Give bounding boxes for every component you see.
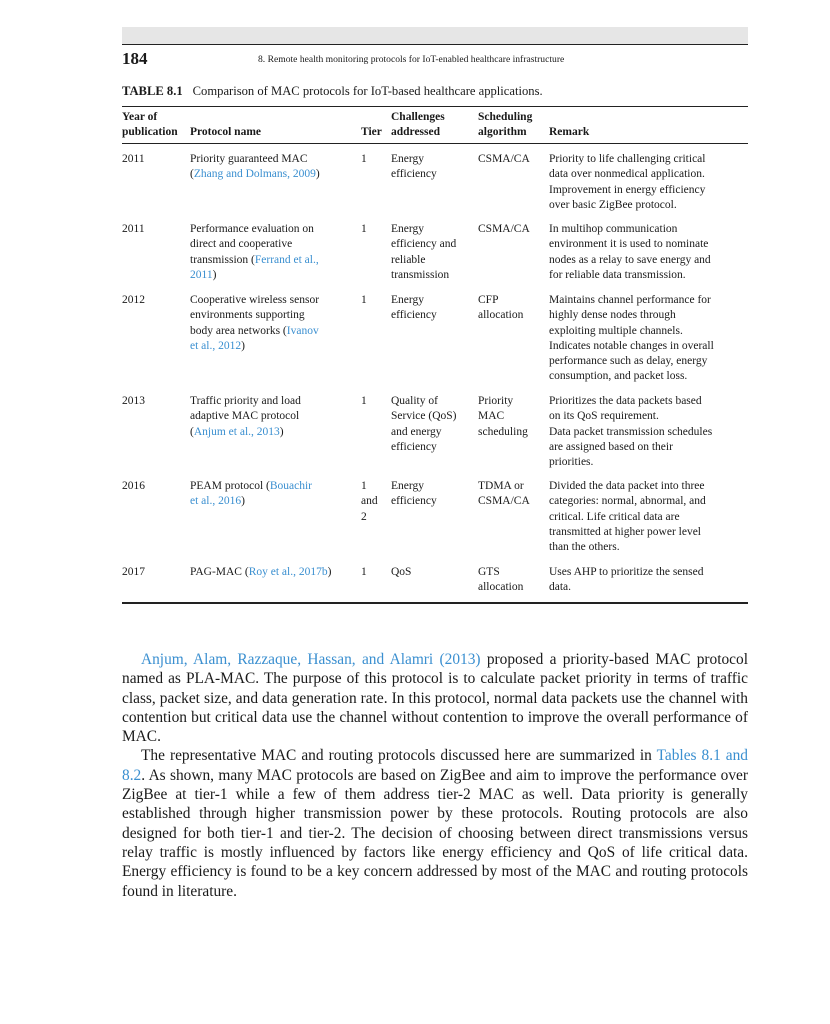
- cell-tier: 1 and 2: [361, 480, 378, 523]
- table-caption-text: Comparison of MAC protocols for IoT-based healthcare applications.: [192, 84, 543, 98]
- cell-challenges: QoS: [391, 566, 412, 578]
- cell-protocol: Performance evaluation on direct and cooperative transmission (Ferrand et al., 2011): [190, 223, 319, 281]
- citation-link[interactable]: Ivanov: [286, 324, 319, 337]
- cell-challenges: Quality of Service (QoS) and energy efficiency: [391, 395, 457, 453]
- col-header-protocol: Protocol name: [190, 126, 262, 138]
- cell-scheduling: TDMA or CSMA/CA: [478, 480, 530, 508]
- cell-challenges: Energy efficiency and reliable transmission: [391, 223, 457, 281]
- citation-link[interactable]: 2011: [190, 268, 213, 281]
- cell-protocol: PAG-MAC (Roy et al., 2017b): [190, 566, 332, 578]
- cell-tier: 1: [361, 566, 367, 578]
- cell-tier: 1: [361, 395, 367, 407]
- page-number: 184: [122, 49, 148, 68]
- citation-link[interactable]: et al., 2012: [190, 339, 242, 352]
- header-rule: [122, 44, 748, 45]
- cell-year: 2011: [122, 153, 145, 165]
- cell-challenges: Energy efficiency: [391, 294, 437, 322]
- table-label: TABLE 8.1: [122, 84, 183, 98]
- cell-remark: Priority to life challenging critical data over nonmedical application. Improvement in energy efficiency over basic ZigBee protocol.: [549, 153, 706, 211]
- citation-link[interactable]: Anjum, Alam, Razzaque, Hassan, and Alamri (2013): [141, 651, 481, 668]
- cell-remark: Divided the data packet into three categories: normal, abnormal, and critical. Life critical data are transmitted at higher power level than the others.: [549, 480, 706, 554]
- cell-year: 2012: [122, 294, 145, 306]
- cell-challenges: Energy efficiency: [391, 153, 437, 181]
- cell-year: 2016: [122, 480, 145, 492]
- tables-link[interactable]: Tables 8.1 and 8.2: [122, 747, 748, 784]
- cell-year: 2013: [122, 395, 145, 407]
- col-header-remark: Remark: [549, 126, 590, 138]
- cell-tier: 1: [361, 153, 367, 165]
- cell-remark: In multihop communication environment it is used to nominate nodes as a relay to save energy and for reliable data transmission.: [549, 223, 711, 281]
- cell-scheduling: CSMA/CA: [478, 153, 530, 165]
- table-header-rule: [122, 143, 748, 144]
- cell-remark: Maintains channel performance for highly dense nodes through exploiting multiple channels. Indicates notable changes in overall performance such as delay, energy consumption, and packet loss.: [549, 294, 714, 383]
- header-bar: [122, 27, 748, 44]
- col-header-challenges: Challenges addressed: [391, 111, 445, 138]
- cell-protocol: Cooperative wireless sensor environments supporting body area networks (Ivanov et al., 2012): [190, 294, 320, 352]
- cell-year: 2011: [122, 223, 145, 235]
- citation-link[interactable]: Roy et al., 2017b: [248, 566, 328, 578]
- cell-protocol: Priority guaranteed MAC (Zhang and Dolmans, 2009): [190, 153, 320, 181]
- cell-challenges: Energy efficiency: [391, 480, 437, 508]
- col-header-tier: Tier: [361, 126, 382, 138]
- table-caption: [122, 84, 543, 99]
- running-head: 8. Remote health monitoring protocols for IoT-enabled healthcare infrastructure: [258, 54, 565, 65]
- cell-scheduling: CSMA/CA: [478, 223, 530, 235]
- citation-link[interactable]: Zhang and Dolmans, 2009: [193, 168, 316, 181]
- col-header-year: Year of publication: [122, 111, 178, 138]
- table-top-rule: [122, 106, 748, 107]
- cell-scheduling: Priority MAC scheduling: [478, 395, 528, 438]
- table-bottom-rule: [122, 602, 748, 604]
- citation-link[interactable]: Bouachir: [269, 480, 313, 492]
- col-header-scheduling: Scheduling algorithm: [478, 111, 533, 138]
- cell-remark: Prioritizes the data packets based on its QoS requirement. Data packet transmission schedules are assigned based on their priorities.: [549, 395, 713, 469]
- body-text: [122, 650, 748, 901]
- cell-year: 2017: [122, 566, 145, 578]
- cell-scheduling: GTS allocation: [478, 566, 524, 594]
- citation-link[interactable]: et al., 2016: [190, 495, 242, 508]
- paragraph-1: Anjum, Alam, Razzaque, Hassan, and Alamri (2013) proposed a priority-based MAC protocol named as PLA-MAC. The purpose of this protocol is to calculate packet priority in terms of traffic class, packet size, and data generation rate. In this protocol, normal data packets use the channel with contention but critical data use the channel without contention to improve the overall performance of MAC.: [122, 651, 748, 746]
- paragraph-2: The representative MAC and routing protocols discussed here are summarized in Tables 8.1 and 8.2. As shown, many MAC protocols are based on ZigBee and aim to improve the performance over ZigBee at tier-1 while a few of them address tier-2 MAC as well. Data priority is generally established through higher transmission power by these protocols. Routing protocols are also designed for both tier-1 and tier-2. The decision of choosing between direct transmissions versus relay traffic is mostly influenced by factors like energy efficiency and QoS of life critical data. Energy efficiency is found to be a key concern addressed by most of the MAC and routing protocols found in literature.: [122, 747, 748, 900]
- cell-tier: 1: [361, 294, 367, 306]
- citation-link[interactable]: Ferrand et al.,: [254, 253, 319, 266]
- cell-remark: Uses AHP to prioritize the sensed data.: [549, 566, 704, 594]
- cell-protocol: PEAM protocol (Bouachir et al., 2016): [190, 480, 313, 508]
- cell-protocol: Traffic priority and load adaptive MAC protocol (Anjum et al., 2013): [190, 395, 301, 438]
- citation-link[interactable]: Anjum et al., 2013: [193, 425, 280, 438]
- cell-tier: 1: [361, 223, 367, 235]
- cell-scheduling: CFP allocation: [478, 294, 524, 322]
